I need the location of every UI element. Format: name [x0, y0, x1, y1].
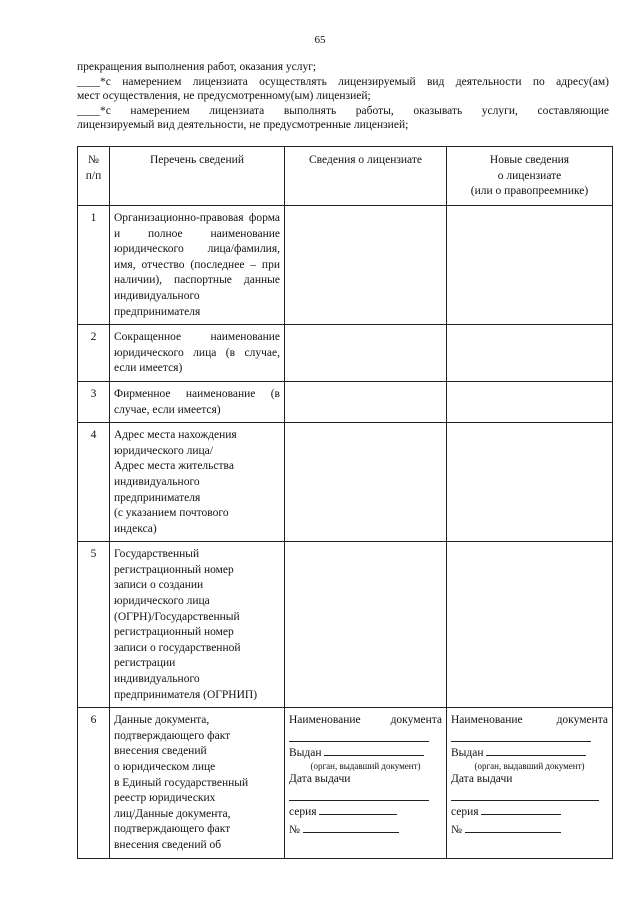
intro-line: ____*с намерением лицензиата выполнять работы, оказывать услуги, составляющие — [77, 104, 609, 117]
row-number: 5 — [78, 542, 110, 708]
table-row — [78, 325, 613, 382]
intro-line: мест осуществления, не предусмотренному(ым) лицензией; — [77, 90, 371, 103]
row-label: Фирменное наименование (в случае, если имеется) — [110, 381, 285, 422]
intro-line: прекращения выполнения работ, оказания услуг; — [77, 61, 317, 73]
licensee-cell[interactable] — [285, 423, 447, 542]
intro-line: ____*с намерением лицензиата осуществлять лицензируемый вид деятельности по адресу(ам) — [77, 75, 609, 88]
row-number: 2 — [78, 325, 110, 382]
page-number: 65 — [314, 34, 326, 46]
row-number: 1 — [78, 206, 110, 325]
number-blank[interactable] — [465, 821, 561, 833]
row-label: Государственный регистрационный номер записи о создании юридического лица (ОГРН)/Государственный регистрационный номер записи о государственной регистрации индивидуального предпринимателя (ОГРНИП) — [110, 542, 285, 708]
row-label: Данные документа, подтверждающего факт внесения сведений о юридическом лице в Единый государственный реестр юридических лиц/Данные документа, подтверждающего факт внесения сведений об — [110, 708, 285, 858]
issuer-caption: (орган, выдавший документ) — [474, 761, 585, 772]
series-blank[interactable] — [319, 803, 397, 815]
licensee-cell[interactable] — [285, 325, 447, 382]
table-row — [78, 542, 613, 708]
row-number: 4 — [78, 423, 110, 542]
row-label: Адрес места нахождения юридического лица/ Адрес места жительства индивидуального предпринимателя (с указанием почтового индекса) — [110, 423, 285, 542]
row-number: 3 — [78, 381, 110, 422]
table-row — [78, 206, 613, 325]
series-field: серия — [289, 803, 442, 821]
doc-name-label: Наименование документа — [451, 714, 608, 727]
licensee-cell[interactable] — [285, 381, 447, 422]
series-field: серия — [451, 803, 608, 821]
row-number: 6 — [78, 708, 110, 858]
table-row — [78, 381, 613, 422]
new-info-cell[interactable] — [447, 423, 613, 542]
intro-line: лицензируемый вид деятельности, не предусмотренные лицензией; — [77, 119, 409, 132]
doc-name-blank[interactable] — [289, 729, 429, 742]
issue-date-label: Дата выдачи — [289, 773, 351, 786]
issued-field: Выдан — [289, 744, 442, 762]
issued-blank[interactable] — [486, 744, 586, 756]
doc-name-blank[interactable] — [451, 729, 591, 742]
table-header-row — [78, 147, 613, 206]
issued-field: Выдан — [451, 744, 608, 762]
licensee-cell[interactable] — [285, 206, 447, 325]
issued-blank[interactable] — [324, 744, 424, 756]
header-items: Перечень сведений — [110, 147, 285, 206]
header-new-info: Новые сведения о лицензиате (или о правопреемнике) — [447, 147, 613, 206]
issue-date-label: Дата выдачи — [451, 773, 513, 786]
license-info-table — [77, 146, 613, 859]
row-label: Сокращенное наименование юридического лица (в случае, если имеется) — [110, 325, 285, 382]
issuer-caption: (орган, выдавший документ) — [310, 761, 421, 772]
issue-date-blank[interactable] — [451, 788, 599, 801]
table-row — [78, 708, 613, 858]
intro-text — [77, 60, 609, 133]
header-licensee-info: Сведения о лицензиате — [285, 147, 447, 206]
new-info-doc-form — [447, 708, 613, 858]
new-info-cell[interactable] — [447, 542, 613, 708]
doc-name-label: Наименование документа — [289, 714, 442, 727]
new-info-cell[interactable] — [447, 381, 613, 422]
issue-date-blank[interactable] — [289, 788, 429, 801]
table-row — [78, 423, 613, 542]
new-info-cell[interactable] — [447, 325, 613, 382]
header-number: № п/п — [78, 147, 110, 206]
licensee-doc-form — [285, 708, 447, 858]
number-field: № — [289, 821, 442, 839]
number-field: № — [451, 821, 608, 839]
new-info-cell[interactable] — [447, 206, 613, 325]
series-blank[interactable] — [481, 803, 561, 815]
row-label: Организационно-правовая форма и полное наименование юридического лица/фамилия, имя, отчество (последнее – при наличии), паспортные данные индивидуального предпринимателя — [110, 206, 285, 325]
licensee-cell[interactable] — [285, 542, 447, 708]
number-blank[interactable] — [303, 821, 399, 833]
